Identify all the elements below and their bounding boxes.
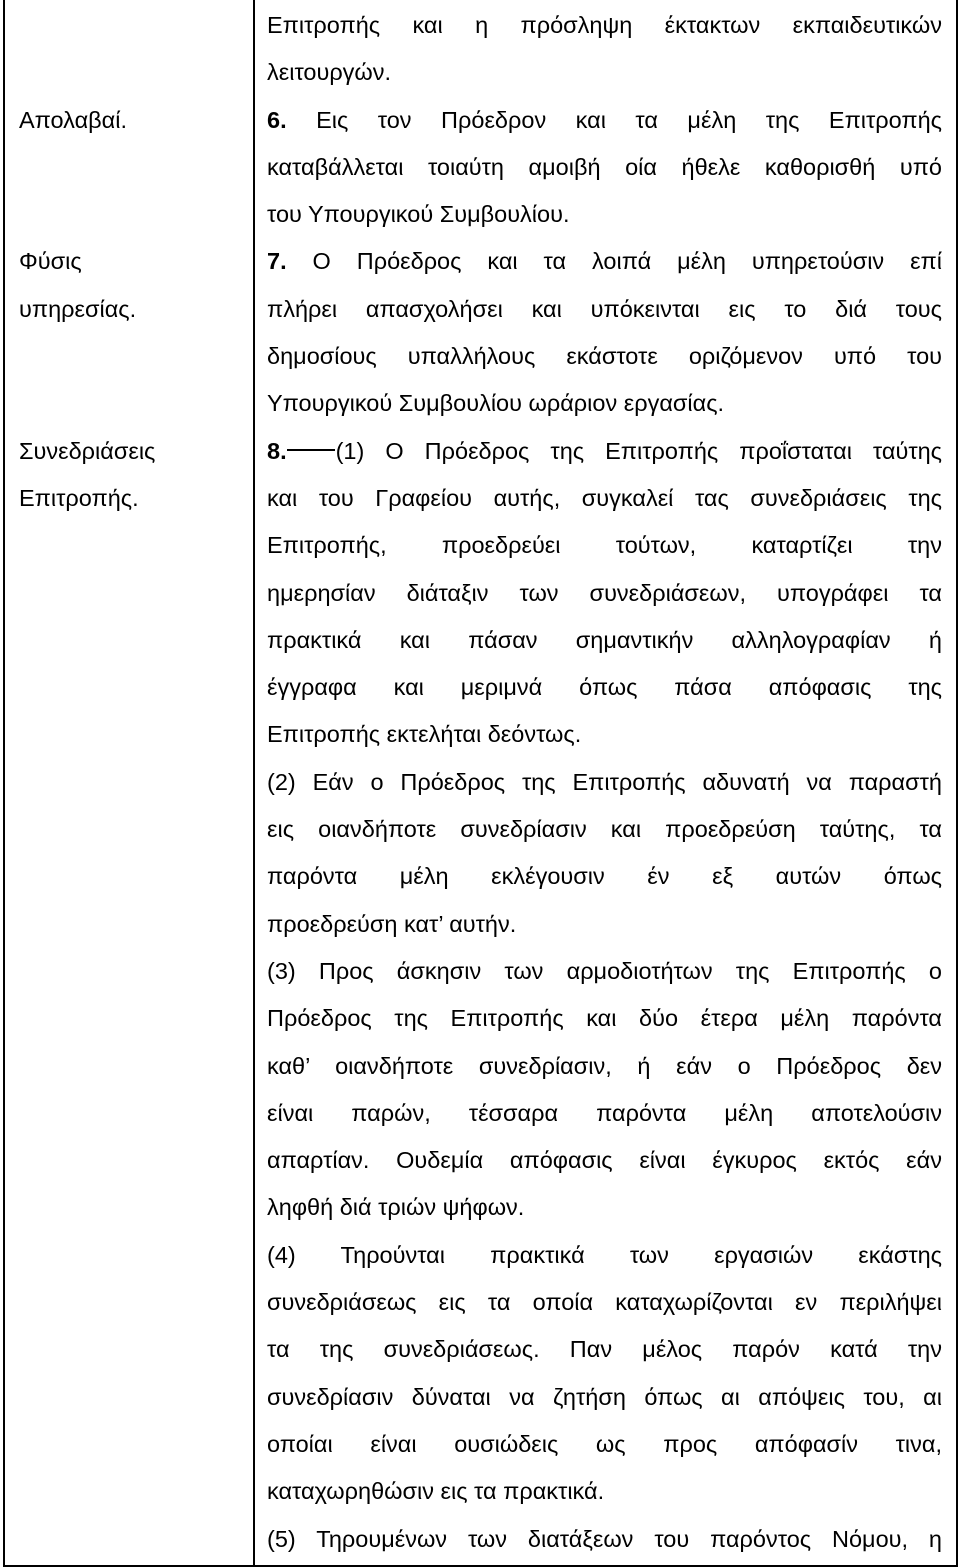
text-line: καταχωρηθώσιν εις τα πρακτικά. [267,1478,605,1505]
text-line: Επιτροπής εκτελήται δεόντως. [267,721,582,748]
text-span: Ο Πρόεδρος και τα λοιπά μέλη υπηρετούσιν επί [312,248,942,275]
text-line: Επιτροπής, προεδρεύει τούτων, καταρτίζει την [267,532,942,559]
section-number: 6. [267,106,287,133]
law-text-table [3,0,958,1567]
text-line: πρακτικά και πάσαν σημαντικήν αλληλογραφίαν ή [267,626,942,653]
text-span: Εις τον Πρόεδρον και τα μέλη της Επιτροπής [316,106,942,133]
text-line: παρόντα μέλη εκλέγουσιν έν εξ αυτών όπως [267,863,942,890]
text-line: Υπουργικού Συμβουλίου ωράριον εργασίας. [267,390,725,417]
section-7-line [267,238,942,285]
text-line: συνεδριάσεως εις τα οποία καταχωρίζονται εν περιλήψει [267,1289,942,1316]
text-line: ημερησίαν διάταξιν των συνεδριάσεων, υπογράφει τα [267,579,942,606]
margin-spacer [19,191,253,238]
text-span: (1) Ο Πρόεδρος της Επιτροπής προΐσταται ταύτης [335,437,942,464]
body-text-column [254,0,957,1566]
text-line: έγγραφα και μεριμνά όπως πάσα απόφασις της [267,674,942,701]
margin-notes-column [4,0,254,1566]
section-number: 7. [267,248,287,275]
em-dash [287,449,335,451]
text-line: Επιτροπής και η πρόσληψη έκτακτων εκπαιδευτικών [267,12,942,38]
section-6-line [267,97,942,144]
text-line: του Υπουργικού Συμβουλίου. [267,201,570,228]
margin-spacer [19,144,253,191]
text-line: δημοσίους υπαλλήλους εκάστοτε οριζόμενον υπό του [267,343,942,370]
text-line: τα της συνεδριάσεως. Παν μέλος παρόν κατά την [267,1336,942,1363]
margin-spacer [19,2,253,49]
text-line: Πρόεδρος της Επιτροπής και δύο έτερα μέλη παρόντα [267,1005,942,1032]
text-line: εις οιανδήποτε συνεδρίασιν και προεδρεύση ταύτης, τα [267,816,942,843]
margin-note: Επιτροπής. [19,484,139,511]
margin-note: Απολαβαί. [19,106,128,133]
table-row [4,0,957,1566]
section-number: 8. [267,437,287,464]
section-8-line [267,428,942,475]
margin-note: Φύσις [19,248,82,275]
text-line: (2) Εάν ο Πρόεδρος της Επιτροπής αδυνατή να παραστή [267,768,942,795]
text-line: καθ’ οιανδήποτε συνεδρίασιν, ή εάν ο Πρόεδρος δεν [267,1052,942,1079]
margin-note: Συνεδριάσεις [19,437,156,464]
text-line: ληφθή διά τριών ψήφων. [267,1194,525,1221]
text-line: οποίαι είναι ουσιώδεις ως προς απόφασίν τινα, [267,1430,942,1457]
text-line: (5) Τηρουμένων των διατάξεων του παρόντος Νόμου, η [267,1525,942,1552]
text-line: απαρτίαν. Ουδεμία απόφασις είναι έγκυρος εκτός εάν [267,1147,942,1174]
text-line: λειτουργών. [267,59,392,86]
margin-note: υπηρεσίας. [19,295,137,322]
text-line: είναι παρών, τέσσαρα παρόντα μέλη αποτελούσιν [267,1099,942,1126]
margin-spacer [19,380,253,427]
text-line: και του Γραφείου αυτής, συγκαλεί τας συνεδριάσεις της [267,484,942,511]
margin-spacer [19,333,253,380]
margin-spacer [19,49,253,96]
text-line: πλήρει απασχολήσει και υπόκεινται εις το διά τους [267,295,942,322]
text-line: (3) Προς άσκησιν των αρμοδιοτήτων της Επιτροπής ο [267,957,942,984]
text-line: καταβάλλεται τοιαύτη αμοιβή οία ήθελε καθορισθή υπό [267,153,942,180]
text-line: συνεδρίασιν δύναται να ζητήση όπως αι απόψεις του, αι [267,1383,942,1410]
text-line: (4) Τηρούνται πρακτικά των εργασιών εκάστης [267,1241,942,1268]
text-line: προεδρεύση κατ’ αυτήν. [267,910,517,937]
